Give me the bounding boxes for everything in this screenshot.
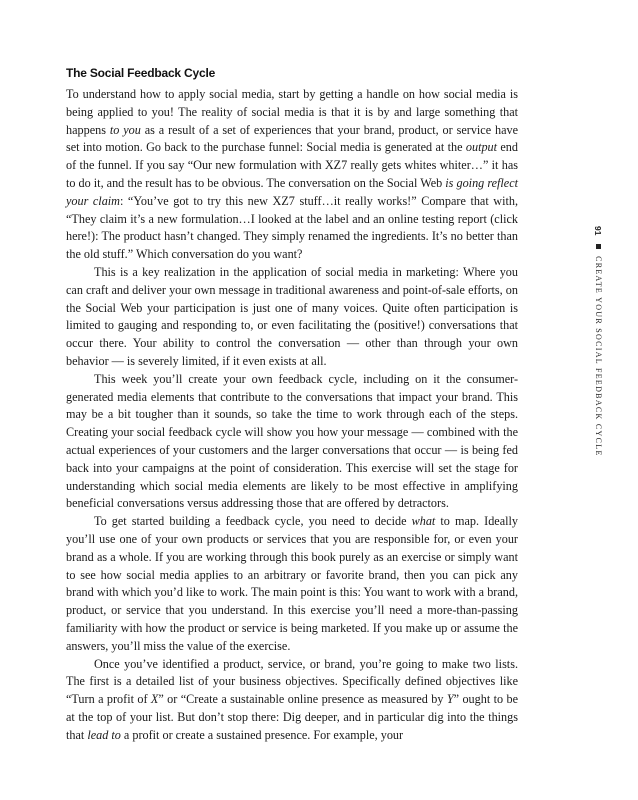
paragraph <box>66 371 518 513</box>
text-run: a profit or create a sustained presence. For example, your <box>120 727 404 742</box>
italic-run: what <box>411 514 436 529</box>
section-heading: The Social Feedback Cycle <box>66 66 216 80</box>
italic-run: output <box>465 140 498 155</box>
text-run: as a result of a set of experiences that your brand, product, or service have set into motion. Go back to the purchase funnel: Social media is generated at the <box>66 122 519 155</box>
text-run: This week you’ll create your own feedback cycle, including on it the consumer-generated media elements that contribute to the conversations that impact your brand. This may be a bit tougher than it sounds, so take the time to work through each of the steps. Creating your social feedback cycle will show you how your message — combined with the actual experiences of your customers and the larger conversations that occur — is being fed back into your campaigns at the point of consideration. This exercise will set the stage for understanding which social media elements are likely to be most effective in amplifying beneficial conversations versus addressing those that are offered by detractors. <box>66 371 518 511</box>
italic-run: is going reflect your claim <box>66 175 518 208</box>
text-run: To get started building a feedback cycle, you need to decide <box>94 514 412 529</box>
chapter-title: CREATE YOUR SOCIAL FEEDBACK CYCLE <box>594 256 603 457</box>
italic-run: X <box>150 692 159 707</box>
text-run: to map. Ideally you’ll use one of your own products or services that you are responsible for, or even your brand as a whole. If you are working through this book purely as an exercise or simply want to see how social media applies to an arbitrary or favorite brand, then you can pick any brand with which you’d like to work. The main point is this: You want to work with a brand, product, or service that you understand. In this exercise you’ll need a more-than-passing familiarity with how the product or service is being marketed. If you make up or assume the answers, you’ll miss the value of the exercise. <box>66 514 518 653</box>
italic-run: to you <box>109 122 141 137</box>
text-run: To understand how to apply social media, start by getting a handle on how social media is being applied to you! The reality of social media is that it is by and large something that happens <box>66 87 518 137</box>
text-run: ” or “Create a sustainable online presence as measured by <box>158 692 447 707</box>
margin-running-head <box>590 226 610 526</box>
text-run: ” ought to be at the top of your list. But don’t stop there: Dig deeper, and in particular dig into the things that <box>66 692 518 742</box>
italic-run: lead to <box>87 727 121 742</box>
body-text <box>66 86 518 744</box>
text-run: end of the funnel. If you say “Our new formulation with XZ7 really gets whites whiter…” it has to do it, and the result has to be obvious. The conversation on the Social Web <box>66 140 518 190</box>
separator-square <box>596 244 601 249</box>
text-run: : “You’ve got to try this new XZ7 stuff…it really works!” Compare that with, “They claim it’s a new formulation…I looked at the label and an online testing report (click here!): The product hasn’t changed. They simply renamed the ingredients. It’s no better than the old stuff.” Which conversation do you want? <box>66 193 518 262</box>
text-run: Once you’ve identified a product, service, or brand, you’re going to make two lists. The first is a detailed list of your business objectives. Specifically defined objectives like “Turn a profit of <box>66 656 518 707</box>
page-number: 91 <box>593 226 603 236</box>
paragraph <box>66 264 518 371</box>
paragraph <box>66 513 518 655</box>
text-run: This is a key realization in the application of social media in marketing: Where you can craft and deliver your own message in traditional awareness and point-of-sale efforts, on the Social Web your participation is just one of many voices. Quite often participation is limited to gauging and responding to, or even facilitating the (positive!) conversations that occur there. Your ability to control the conversation — other than through your own behavior — is severely limited, if it even exists at all. <box>66 264 518 368</box>
paragraph <box>66 86 518 264</box>
italic-run: Y <box>446 692 454 707</box>
paragraph <box>66 656 518 745</box>
